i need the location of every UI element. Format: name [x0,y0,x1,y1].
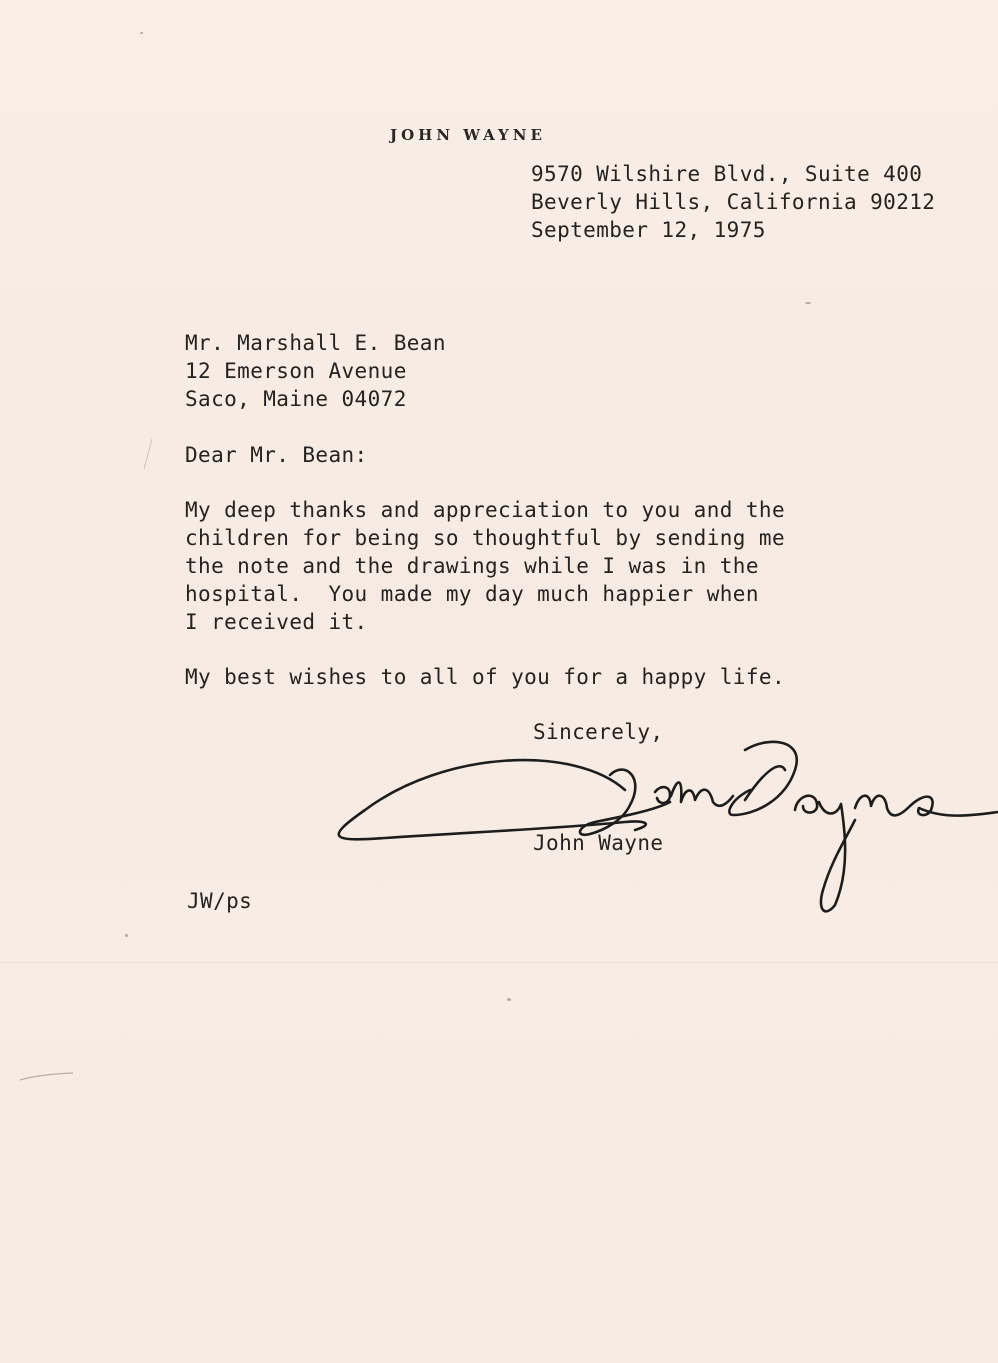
body-line: the note and the drawings while I was in the [185,554,759,578]
body-line: children for being so thoughtful by sending me [185,526,785,550]
paper-mark [18,1068,78,1088]
recipient-street: 12 Emerson Avenue [185,359,407,383]
closing: Sincerely, [533,720,664,744]
paper-fold-line [0,962,998,964]
paper-mark [138,435,158,475]
recipient-address [185,329,446,413]
sender-address [531,160,935,244]
signature-text: John Wayne [725,802,774,813]
sender-street: 9570 Wilshire Blvd., Suite 400 [531,162,923,186]
recipient-name: Mr. Marshall E. Bean [185,331,446,355]
sender-city: Beverly Hills, California 90212 [531,190,936,214]
paper-speck [507,998,511,1001]
letter-date: September 12, 1975 [531,218,766,242]
reference-initials: JW/ps [187,889,253,913]
paper-speck [805,302,811,304]
body-line: I received it. [185,610,368,634]
letterhead: JOHN WAYNE [390,126,546,144]
body-paragraph-2: My best wishes to all of you for a happy life. [185,665,785,689]
typed-name: John Wayne [533,831,664,855]
paper-speck [140,32,143,34]
salutation: Dear Mr. Bean: [185,443,368,467]
body-line: hospital. You made my day much happier when [185,582,759,606]
signature-image [325,730,998,920]
body-line: My deep thanks and appreciation to you and the [185,498,785,522]
paper-speck [125,934,128,937]
recipient-city: Saco, Maine 04072 [185,387,407,411]
body-paragraph-1 [185,496,785,636]
